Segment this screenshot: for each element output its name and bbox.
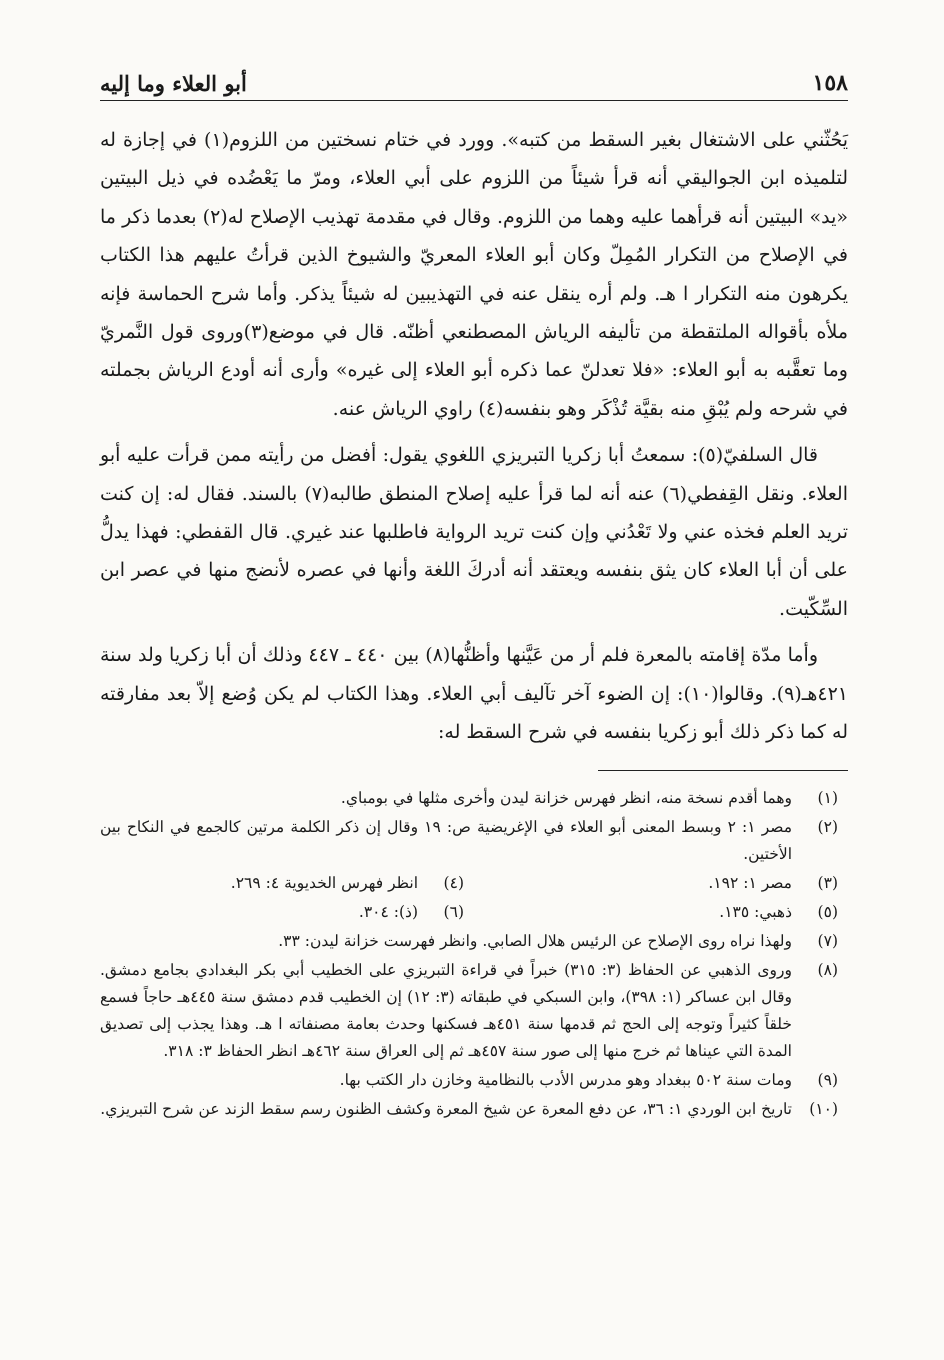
footnote bbox=[100, 928, 848, 955]
footnote-number: (٦) bbox=[443, 902, 464, 921]
footnote-number: (٧) bbox=[817, 931, 838, 950]
footnote-pair bbox=[100, 899, 848, 926]
footnote bbox=[100, 957, 848, 1065]
footnote-number: (١) bbox=[817, 788, 838, 807]
footnote bbox=[474, 899, 848, 926]
footnote-text: وروى الذهبي عن الحفاظ (٣: ٣١٥) خبراً في قراءة التبريزي على الخطيب أبي بكر البغدادي بجامع دمشق. وقال ابن عساكر (١: ٣٩٨)، وابن السبكي في طبقاته (٣: ١٢) إن الخطيب قدم دمشق سنة ٤٤٥هـ حاجاً فسمع خلقاً كثيراً وتوجه إلى الحج ثم قدمها سنة ٤٥١هـ فسكنها وحدث بعامة مصنفاته ا هـ. وهذا يجذب إلى تصديق المدة التي عيناها ثم خرج منها إلى صور سنة ٤٥٧هـ ثم إلى العراق سنة ٤٦٢هـ انظر الحفاظ ٣: ٣١٨. bbox=[100, 960, 792, 1060]
footnote-text: وهما أقدم نسخة منه، انظر فهرس خزانة ليدن وأخرى مثلها في بومباي. bbox=[340, 788, 792, 807]
footnote-text: ذهبي: ١٣٥. bbox=[719, 902, 792, 921]
running-title: أبو العلاء وما إليه bbox=[100, 71, 247, 96]
footnote-number: (٨) bbox=[817, 960, 838, 979]
footnote bbox=[100, 785, 848, 812]
paragraph: وأما مدّة إقامته بالمعرة فلم أر من عَيَّنها وأظنُّها(٨) بين ٤٤٠ ـ ٤٤٧ وذلك أن أبا زكريا ولد سنة ٤٢١هـ(٩). وقالوا(١٠): إن الضوء آخر تآليف أبي العلاء. وهذا الكتاب لم يكن وُضع إلاّ بعد مفارقته له كما ذكر ذلك أبو زكريا بنفسه في شرح السقط له: bbox=[100, 644, 848, 744]
footnote-number: (٢) bbox=[817, 817, 838, 836]
footnote bbox=[100, 870, 474, 897]
footnote-number: (١٠) bbox=[809, 1099, 838, 1118]
paragraph: يَحُثّني على الاشتغال بغير السقط من كتبه». وورد في ختام نسختين من اللزوم(١) في إجازة له لتلميذه ابن الجواليقي أنه قرأ شيئاً من اللزوم على أبي العلاء، ومرّ ما يَعْضُده في ذيل البيتين «يد» البيتين أنه قرأهما عليه وهما من اللزوم. وقال في مقدمة تهذيب الإصلاح له(٢) بعدما ذكر ما في الإصلاح من التكرار المُمِلّ وكان أبو العلاء المعريّ والشيوخ الذين قرأتُ عليهم هذا الكتاب يكرهون منه التكرار ا هـ. ولم أره ينقل عنه في التهذيبين له شيئاً يذكر. وأما شرح الحماسة فإنه ملأه بأقواله الملتقطة من تأليفه الرياش المصطنعي أظنّه. قال في موضع(٣)وروى قول النَّمريّ وما تعقَّبه به أبو العلاء: «فلا تعدلنّ عما ذكره أبو العلاء إلى غيره» وأرى أنه أودع الرياش بجملته في شرحه ولم يُبْقِ منه بقيَّة تُذْكَر وهو بنفسه(٤) راوي الرياش عنه. bbox=[100, 129, 849, 420]
footnote-number: (٣) bbox=[817, 873, 838, 892]
footnote-text: انظر فهرس الخديوية ٤: ٢٦٩. bbox=[230, 873, 418, 892]
main-text bbox=[100, 121, 848, 752]
footnote-text: ومات سنة ٥٠٢ ببغداد وهو مدرس الأدب بالنظامية وخازن دار الكتب بها. bbox=[339, 1070, 792, 1089]
footnote bbox=[100, 1067, 848, 1094]
footnote-text: مصر ١: ١٩٢. bbox=[708, 873, 792, 892]
footnote bbox=[100, 814, 848, 868]
footnote-text: مصر ١: ٢ وبسط المعنى أبو العلاء في الإغريضية ص: ١٩ وقال إن ذكر الكلمة مرتين كالجمع في النكاح بين الأختين. bbox=[100, 817, 792, 863]
page-header bbox=[100, 58, 848, 101]
footnote bbox=[100, 899, 474, 926]
footnote-text: تاريخ ابن الوردي ١: ٣٦، عن دفع المعرة عن شيخ المعرة وكشف الظنون رسم سقط الزند عن شرح التبريزي. bbox=[100, 1099, 792, 1118]
footnote-number: (٩) bbox=[817, 1070, 838, 1089]
paragraph: قال السلفيّ(٥): سمعتُ أبا زكريا التبريزي اللغوي يقول: أفضل من رأيته ممن قرأت عليه أبو العلاء. ونقل القِفطي(٦) عنه أنه لما قرأ عليه إصلاح المنطق طالبه(٧) بالسند. فقال له: إن كنت تريد العلم فخذه عني ولا تَعْدُني وإن كنت تريد الرواية فاطلبها عند غيري. قال القفطي: فهذا يدلُّ على أن أبا العلاء كان يثق بنفسه ويعتقد أنه أدركَ اللغة وأنها في عصره لأنضج منها في عصر ابن السِّكّيت. bbox=[100, 444, 848, 620]
footnote-number: (٥) bbox=[817, 902, 838, 921]
footnote bbox=[474, 870, 848, 897]
footnote-separator bbox=[598, 770, 848, 771]
footnote-text: ولهذا نراه روى الإصلاح عن الرئيس هلال الصابي. وانظر فهرست خزانة ليدن: ٣٣. bbox=[278, 931, 792, 950]
footnote-pair bbox=[100, 870, 848, 897]
footnote bbox=[100, 1096, 848, 1123]
footnote-number: (٤) bbox=[443, 873, 464, 892]
footnote-text: (ذ): ٣٠٤. bbox=[358, 902, 418, 921]
page-number: ١٥٨ bbox=[812, 70, 848, 96]
footnotes bbox=[100, 785, 848, 1123]
